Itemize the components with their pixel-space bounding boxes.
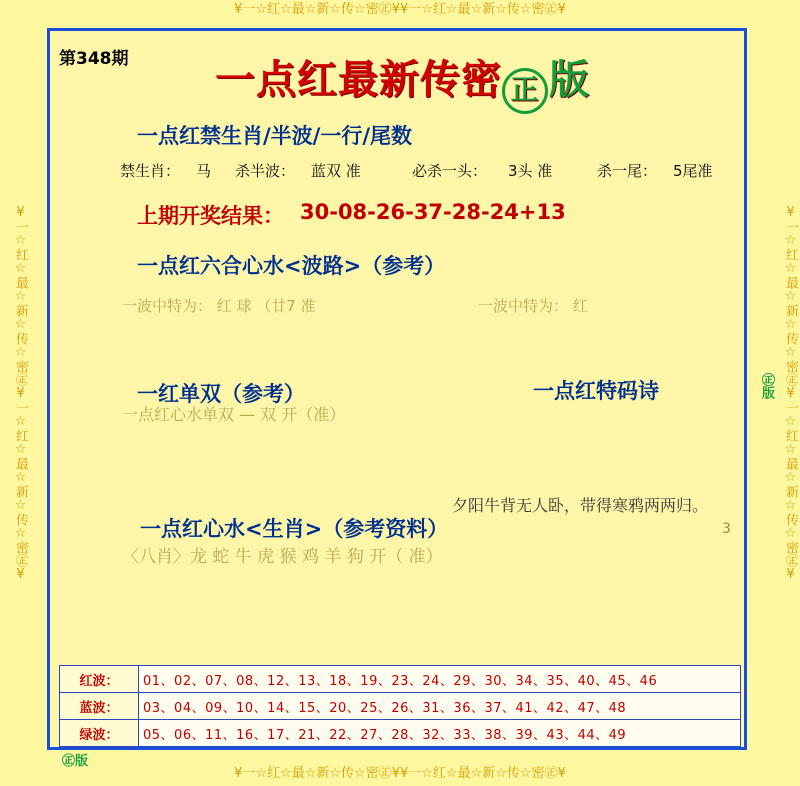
forbidden-item-1-label: 杀半波： — [235, 162, 296, 180]
last-result-numbers: 30-08-26-37-28-24+13 — [300, 200, 566, 224]
single-double-detail: 一点红心水单双 — 双 开（准） — [122, 405, 346, 424]
section-title-single-double: 一红单双（参考） — [137, 382, 305, 406]
section-title-forbidden: 一点红禁生肖/半波/一行/尾数 — [137, 124, 413, 148]
table-row — [60, 666, 741, 693]
forbidden-item-0-label: 禁生肖： — [120, 162, 181, 180]
wave-road-left-text: 一波中特为： 红 球 （廿7 准 — [122, 297, 316, 315]
wave-row-numbers-green: 05、06、11、16、17、21、22、27、28、32、33、38、39、43、44、49 — [139, 720, 741, 747]
section-title-special-poem: 一点红特码诗 — [533, 379, 659, 403]
issue-number: 第348期 — [59, 49, 129, 69]
wave-row-numbers-red: 01、02、07、08、12、13、18、19、23、24、29、30、34、35、40、45、46 — [139, 666, 741, 693]
forbidden-item-2-value: 3头 准 — [508, 162, 553, 180]
wave-row-label-red: 红波： — [60, 666, 139, 693]
section-title-zodiac: 一点红心水<生肖>（参考资料） — [140, 517, 449, 541]
edition-seal-icon: 正 — [502, 68, 548, 114]
wave-table — [59, 665, 741, 747]
last-result-label: 上期开奖结果： — [137, 204, 284, 228]
page-title-text: 一点红最新传密 — [215, 57, 502, 103]
page-title — [215, 48, 590, 114]
wave-row-label-green: 绿波： — [60, 720, 139, 747]
badge-bottom-left: ㊣版 — [62, 754, 89, 769]
table-row — [60, 693, 741, 720]
badge-side-right: ㊣版 — [759, 373, 774, 399]
forbidden-item-0-value: 马 — [196, 162, 212, 180]
wave-row-numbers-blue: 03、04、09、10、14、15、20、25、26、31、36、37、41、42、47、48 — [139, 693, 741, 720]
special-poem-line: 夕阳牛背无人卧，带得寒鸦两两归。 — [452, 496, 709, 515]
border-marquee-right: ¥一☆红☆最☆新☆传☆密㊣¥一☆红☆最☆新☆传☆密㊣¥ — [783, 204, 798, 582]
border-marquee-bottom: ¥一☆红☆最☆新☆传☆密㊣¥¥一☆红☆最☆新☆传☆密㊣¥ — [234, 766, 566, 781]
forbidden-item-2-label: 必杀一头： — [412, 162, 488, 180]
forbidden-item-3-value: 5尾准 — [673, 162, 713, 180]
edition-suffix: 版 — [549, 57, 590, 103]
wave-row-label-blue: 蓝波： — [60, 693, 139, 720]
forbidden-item-3-label: 杀一尾： — [597, 162, 658, 180]
table-row — [60, 720, 741, 747]
border-marquee-top: ¥一☆红☆最☆新☆传☆密㊣¥¥一☆红☆最☆新☆传☆密㊣¥ — [234, 2, 566, 17]
zodiac-detail: 〈八肖〉龙 蛇 牛 虎 猴 鸡 羊 狗 开（ 准） — [122, 547, 443, 567]
wave-road-right-text: 一波中特为： 红 — [478, 297, 588, 315]
border-marquee-left: ¥一☆红☆最☆新☆传☆密㊣¥一☆红☆最☆新☆传☆密㊣¥ — [13, 204, 28, 582]
section-title-wave-road: 一点红六合心水<波路>（参考） — [137, 254, 446, 278]
poem-side-mark: 3 — [722, 521, 731, 537]
forbidden-item-1-value: 蓝双 准 — [311, 162, 361, 180]
